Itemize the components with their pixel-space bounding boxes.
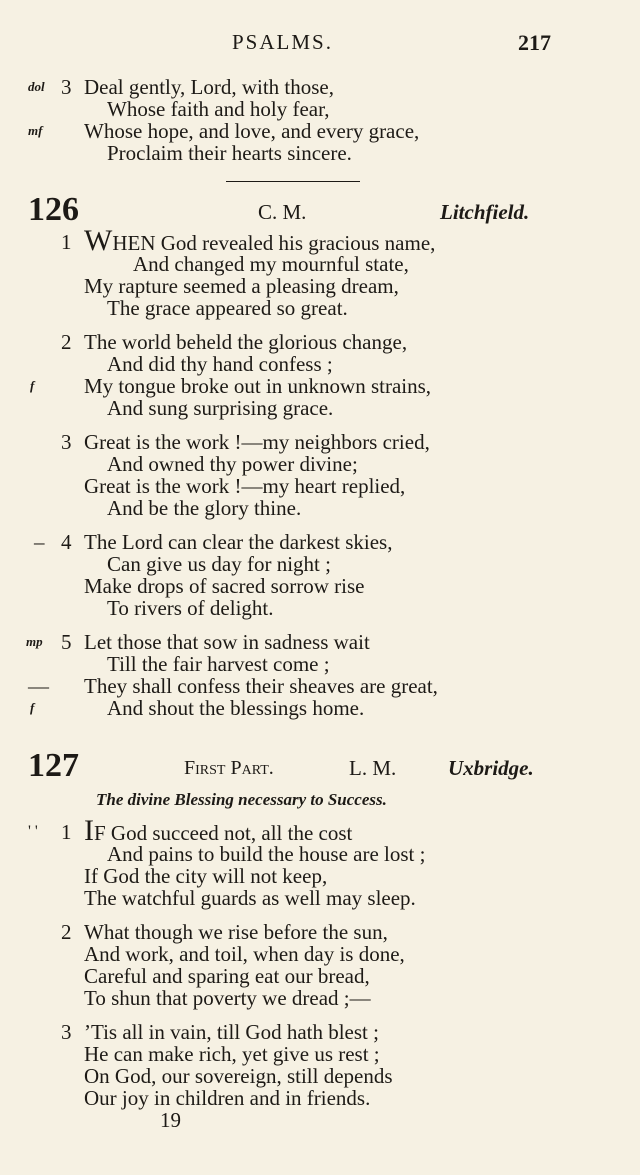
- verse-line: Till the fair harvest come ;: [107, 652, 330, 676]
- verse-line: Whose faith and holy fear,: [107, 97, 330, 121]
- verse-line: My tongue broke out in unknown strains,: [84, 374, 432, 398]
- dynamic-mark: f: [30, 378, 35, 393]
- verse-line: And changed my mournful state,: [133, 252, 409, 276]
- stanza-number: 1: [61, 230, 72, 254]
- dynamic-mark: mp: [26, 634, 43, 649]
- verse-line: The watchful guards as well may sleep.: [84, 886, 416, 910]
- stanza-number: 2: [61, 330, 72, 354]
- verse-line: The grace appeared so great.: [107, 296, 348, 320]
- verse-line: To shun that poverty we dread ;—: [84, 986, 371, 1010]
- verse-line: And work, and toil, when day is done,: [84, 942, 405, 966]
- verse-line: And sung surprising grace.: [107, 396, 334, 420]
- stanza-number: 3: [61, 430, 72, 454]
- stanza-number: 5: [61, 630, 72, 654]
- dynamic-mark: f: [30, 700, 35, 715]
- verse-line: Great is the work !—my heart replied,: [84, 474, 406, 498]
- hymn-part: First Part.: [184, 757, 274, 779]
- hymn-number: 126: [28, 191, 79, 228]
- stanza-number: 3: [61, 1020, 72, 1044]
- verse-line: WHEN God revealed his gracious name,: [84, 224, 436, 257]
- tune-name: Litchfield.: [440, 200, 530, 224]
- verse-line: Our joy in children and in friends.: [84, 1086, 371, 1110]
- verse-line: My rapture seemed a pleasing dream,: [84, 274, 399, 298]
- dynamic-mark: dol: [28, 79, 45, 94]
- verse-line: On God, our sovereign, still depends: [84, 1064, 393, 1088]
- verse-line: They shall confess their sheaves are great,: [84, 674, 438, 698]
- verse-line: Whose hope, and love, and every grace,: [84, 119, 420, 143]
- verse-line: Make drops of sacred sorrow rise: [84, 574, 365, 598]
- stanza-number: 3: [61, 75, 72, 99]
- verse-line: Careful and sparing eat our bread,: [84, 964, 370, 988]
- verse-line: The Lord can clear the darkest skies,: [84, 530, 393, 554]
- dynamic-mark: mf: [28, 123, 43, 138]
- verse-line: And pains to build the house are lost ;: [107, 842, 426, 866]
- page-number: 217: [518, 30, 551, 55]
- verse-line: And did thy hand confess ;: [107, 352, 333, 376]
- dynamic-mark: –: [34, 530, 45, 554]
- dynamic-mark: —: [28, 674, 49, 698]
- verse-line: Great is the work !—my neighbors cried,: [84, 430, 430, 454]
- verse-line: He can make rich, yet give us rest ;: [84, 1042, 380, 1066]
- signature-mark: 19: [160, 1108, 181, 1132]
- section-divider: [226, 181, 360, 182]
- verse-line: The world beheld the glorious change,: [84, 330, 408, 354]
- verse-line: And be the glory thine.: [107, 496, 302, 520]
- hymn-meter: C. M.: [258, 200, 307, 224]
- verse-line: Proclaim their hearts sincere.: [107, 141, 352, 165]
- verse-line: To rivers of delight.: [107, 596, 274, 620]
- hymn-meter: L. M.: [349, 756, 397, 780]
- verse-line: What though we rise before the sun,: [84, 920, 388, 944]
- hymn-number: 127: [28, 747, 79, 784]
- hymn-subtitle: The divine Blessing necessary to Success.: [96, 790, 387, 809]
- dynamic-mark: ' ': [28, 823, 38, 840]
- verse-line: And shout the blessings home.: [107, 696, 365, 720]
- verse-line: If God the city will not keep,: [84, 864, 328, 888]
- stanza-number: 2: [61, 920, 72, 944]
- tune-name: Uxbridge.: [448, 756, 534, 780]
- drop-cap: W: [84, 224, 113, 257]
- verse-line: ’Tis all in vain, till God hath blest ;: [84, 1020, 379, 1044]
- verse-line: And owned thy power divine;: [107, 452, 358, 476]
- running-head: PSALMS.: [232, 30, 333, 54]
- verse-line: Can give us day for night ;: [107, 552, 331, 576]
- verse-line: Let those that sow in sadness wait: [84, 630, 370, 654]
- verse-line: IF God succeed not, all the cost: [84, 814, 353, 847]
- verse-line: Deal gently, Lord, with those,: [84, 75, 335, 99]
- stanza-number: 1: [61, 820, 72, 844]
- drop-cap: I: [84, 814, 94, 847]
- stanza-number: 4: [61, 530, 72, 554]
